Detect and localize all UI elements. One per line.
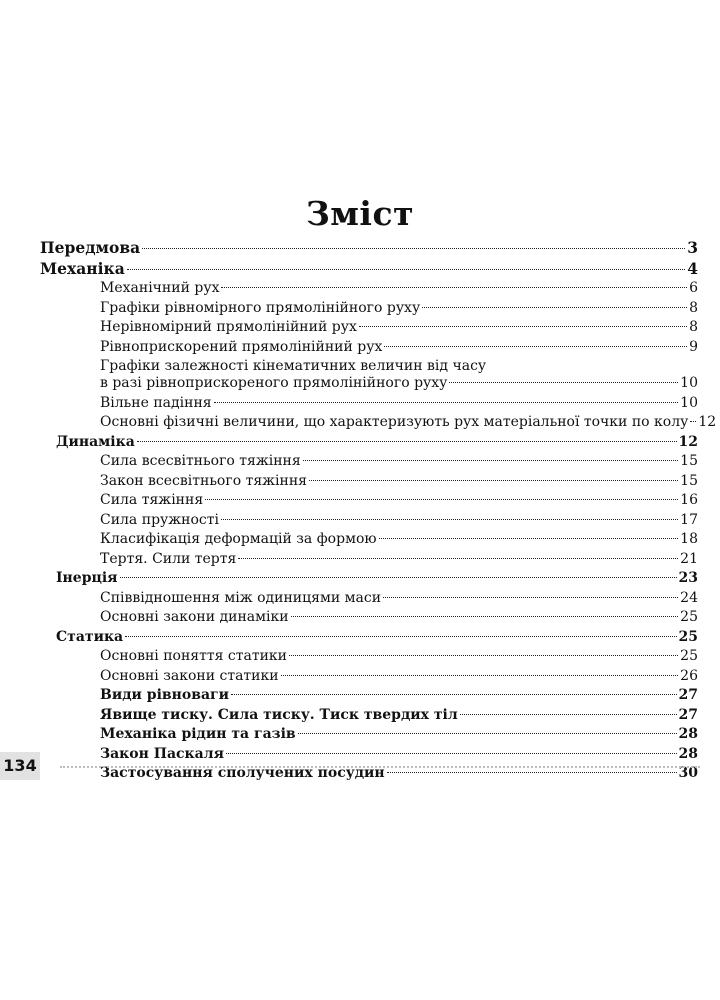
- dot-leader: [379, 538, 679, 539]
- toc-entry[interactable]: [40, 707, 698, 727]
- dot-leader: [137, 441, 677, 442]
- toc-entry-label: Класифікація деформацій за формою: [100, 531, 377, 547]
- dot-leader: [214, 402, 679, 403]
- toc-entry[interactable]: [40, 687, 698, 707]
- toc-entry-label: Тертя. Сили тертя: [100, 550, 237, 567]
- toc-entry[interactable]: [40, 319, 698, 339]
- toc-entry-label: Нерівномірний прямолінійний рух: [100, 319, 357, 335]
- toc-entry[interactable]: [40, 531, 698, 551]
- toc-entry[interactable]: [40, 609, 698, 629]
- toc-entry-page: 28: [678, 726, 698, 742]
- page-title: Зміст: [305, 194, 415, 233]
- toc-entry-label: Основні закони динаміки: [100, 609, 289, 625]
- toc-entry-label: в разі рівноприскореного прямолінійного руху: [100, 375, 448, 391]
- dot-leader: [309, 480, 678, 481]
- toc-entry-page: 23: [678, 570, 698, 586]
- dot-leader: [127, 269, 685, 270]
- toc-entry[interactable]: [40, 551, 698, 571]
- footer-rule: [60, 766, 700, 768]
- toc-entry-label: Механічний рух: [100, 280, 220, 296]
- dot-leader: [238, 558, 678, 559]
- dot-leader: [449, 382, 678, 383]
- toc-entry-page: 25: [678, 628, 698, 645]
- dot-leader: [289, 655, 678, 656]
- dot-leader: [298, 733, 677, 734]
- toc-entry[interactable]: [40, 453, 698, 473]
- toc-entry-first-line[interactable]: [40, 358, 698, 375]
- toc-entry-label: Явище тиску. Сила тиску. Тиск твердих тіл: [100, 706, 458, 723]
- dot-leader: [291, 616, 679, 617]
- dot-leader: [460, 714, 677, 715]
- toc-entry-label: Графіки рівномірного прямолінійного руху: [100, 299, 421, 316]
- toc-entry-page: 15: [680, 472, 698, 489]
- toc-entry-page: 16: [680, 492, 698, 508]
- dot-leader: [690, 421, 696, 422]
- toc-entry-page: 4: [687, 259, 698, 278]
- toc-entry-mechanics[interactable]: [40, 259, 698, 280]
- toc-entry-label: Графіки залежності кінематичних величин від часу: [100, 358, 487, 374]
- toc-entry[interactable]: [40, 648, 698, 668]
- toc-entry-page: 30: [678, 765, 698, 781]
- toc-entry-page: 25: [680, 609, 698, 625]
- toc-entry-label: Закон всесвітнього тяжіння: [100, 472, 308, 489]
- toc-entry-label: Основні фізичні величини, що характеризують рух матеріальної точки по колу: [100, 414, 689, 430]
- toc-entry-page: 8: [689, 299, 698, 316]
- toc-entry[interactable]: [40, 339, 698, 359]
- toc-entry-label: Рівноприскорений прямолінійний рух: [100, 338, 383, 355]
- dot-leader: [120, 577, 677, 578]
- toc-entry-label: Передмова: [40, 238, 141, 257]
- toc-section-inertia[interactable]: [40, 570, 698, 590]
- toc-entry-page: 17: [680, 511, 698, 528]
- toc-entry[interactable]: [40, 492, 698, 512]
- toc-entry-page: 25: [680, 648, 698, 664]
- dot-leader: [383, 597, 678, 598]
- toc-entry[interactable]: [40, 300, 698, 320]
- dot-leader: [205, 499, 678, 500]
- toc-entry[interactable]: [40, 414, 717, 434]
- toc-entry-page: 28: [678, 745, 698, 762]
- toc-section-statics[interactable]: [40, 629, 698, 649]
- toc-entry-page: 12: [698, 414, 717, 430]
- toc-entry-page: 26: [680, 667, 698, 684]
- toc-entry[interactable]: [40, 280, 698, 300]
- dot-leader: [384, 346, 687, 347]
- toc-entry-label: Інерція: [56, 570, 118, 586]
- dot-leader: [422, 307, 687, 308]
- toc-entry-label: Види рівноваги: [100, 687, 229, 703]
- toc-entry-label: Застосування сполучених посудин: [100, 765, 385, 781]
- toc-entry[interactable]: [40, 473, 698, 493]
- toc-entry-page: 21: [680, 550, 698, 567]
- dot-leader: [142, 248, 685, 249]
- toc-entry-preface[interactable]: [40, 238, 698, 259]
- dot-leader: [221, 287, 687, 288]
- toc-entry-page: 18: [680, 531, 698, 547]
- toc-entry-label: Основні закони статики: [100, 667, 279, 684]
- toc-entry-page: 9: [689, 338, 698, 355]
- dot-leader: [359, 326, 687, 327]
- toc-entry-page: 27: [678, 706, 698, 723]
- toc-entry-page: 10: [680, 375, 698, 391]
- toc-entry-page: 8: [689, 319, 698, 335]
- toc-entry-label: Співвідношення між одиницями маси: [100, 589, 382, 606]
- dot-leader: [221, 519, 678, 520]
- dot-leader: [231, 694, 677, 695]
- toc-entry-page: 24: [680, 589, 698, 606]
- toc-entry-page: 27: [678, 687, 698, 703]
- toc-entry-page: 3: [687, 238, 698, 257]
- toc-entry-label: Вільне падіння: [100, 394, 212, 411]
- toc-entry-page: 6: [689, 280, 698, 296]
- page-number: 134: [0, 752, 40, 780]
- toc-entry-label: Закон Паскаля: [100, 745, 224, 762]
- toc-entry[interactable]: [40, 668, 698, 688]
- toc-entry-label: Механіка рідин та газів: [100, 726, 296, 742]
- toc-entry-label: Основні поняття статики: [100, 648, 288, 664]
- dot-leader: [281, 675, 679, 676]
- toc-entry-page: 10: [680, 394, 698, 411]
- toc-entry-page: 12: [678, 433, 698, 450]
- toc-entry-page: 15: [680, 453, 698, 469]
- toc-entry-label: Сила тяжіння: [100, 492, 204, 508]
- toc-entry-label: Сила всесвітнього тяжіння: [100, 453, 301, 469]
- toc-entry[interactable]: [40, 590, 698, 610]
- toc-entry[interactable]: [40, 395, 698, 415]
- toc-entry[interactable]: [40, 726, 698, 746]
- toc-entry-continuation[interactable]: [40, 375, 698, 395]
- dot-leader: [303, 460, 678, 461]
- toc-entry-label: Сила пружності: [100, 511, 219, 528]
- toc-entry-label: Динаміка: [56, 433, 135, 450]
- toc-entry[interactable]: [40, 512, 698, 532]
- toc-entry-label: Механіка: [40, 259, 125, 278]
- dot-leader: [125, 636, 676, 637]
- page-footer: [0, 752, 720, 782]
- toc-section-dynamics[interactable]: [40, 434, 698, 454]
- toc-entry-label: Статика: [56, 628, 124, 645]
- table-of-contents: [40, 238, 717, 785]
